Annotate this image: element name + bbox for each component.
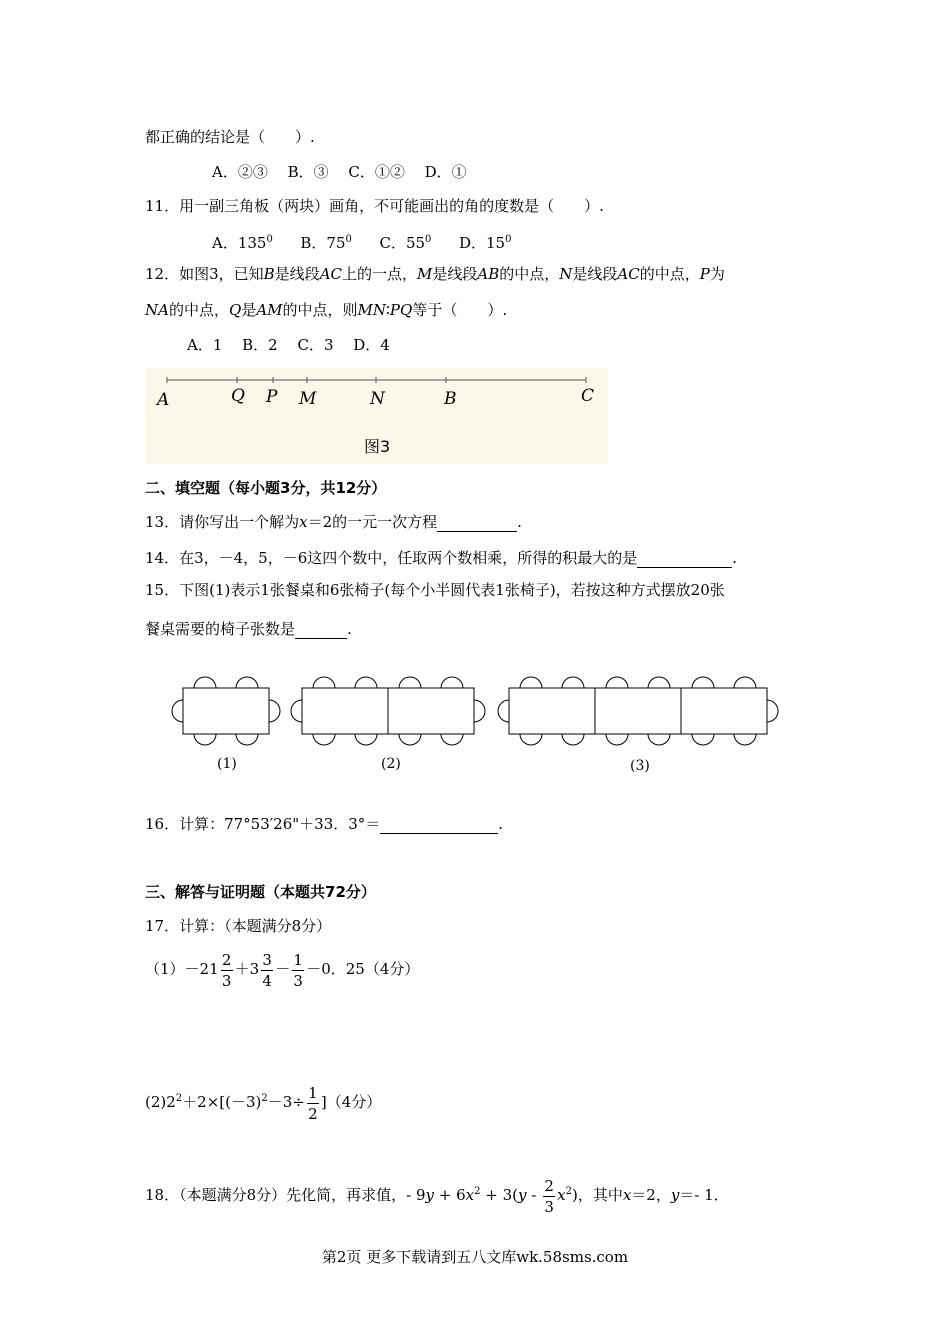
q11-option-d: D．$15^0$ bbox=[458, 234, 512, 252]
q10-options: A．②③ B．③ C．①② D．① bbox=[212, 163, 467, 181]
q11-option-c: C．$55^0$ bbox=[379, 234, 432, 252]
fraction-1-3: $\frac{1}{3}$ bbox=[293, 950, 303, 990]
q16-answer-blank[interactable] bbox=[380, 817, 498, 834]
fraction-3-4: $\frac{3}{4}$ bbox=[262, 950, 272, 990]
page-footer: 第2页 更多下载请到五八文库wk.58sms.com bbox=[321, 1248, 629, 1266]
q15-line2: 餐桌需要的椅子张数是 . bbox=[145, 620, 352, 638]
q12-options: A．1 B．2 C．3 D．4 bbox=[187, 336, 390, 354]
point-q-label: Q bbox=[231, 386, 245, 406]
q11-option-a: A．$135^0$ bbox=[212, 234, 273, 252]
point-p-label: P bbox=[266, 387, 278, 407]
q14-answer-blank[interactable] bbox=[637, 551, 732, 568]
q17-part2: $(2)2^2+2\times[(-3)^2-3\div$ $\frac{1}{2}$ ]（4分） bbox=[145, 1083, 382, 1123]
fraction-1-2: $\frac{1}{2}$ bbox=[308, 1083, 318, 1123]
figure-3-segment bbox=[145, 368, 608, 464]
q17-stem: 17．计算：（本题满分8分） bbox=[145, 917, 332, 935]
tables-caption-1: (1) bbox=[217, 756, 237, 772]
section-3-heading: 三、解答与证明题（本题共72分） bbox=[145, 883, 376, 901]
q15-line1: 15．下图(1)表示1张餐桌和6张椅子(每个小半圆代表1张椅子)，若按这种方式摆放20张 bbox=[145, 581, 725, 599]
q12-line1: 12．如图3，已知B是线段AC上的一点，M是线段AB的中点，N是线段AC的中点，P为 bbox=[145, 265, 725, 283]
q10-stem-tail: 都正确的结论是（ ）. bbox=[145, 128, 315, 146]
q13: 13．请你写出一个解为x＝2的一元一次方程 . bbox=[145, 513, 522, 531]
point-a-label: A bbox=[157, 390, 170, 410]
figure-3-caption: 图3 bbox=[364, 437, 391, 456]
q18: 18．（本题满分8分）先化简，再求值，- $9y + 6x^2 + 3(y$ - $\frac{2}{3}$ $x^2$)，其中x＝2，y＝- 1． bbox=[145, 1176, 729, 1216]
point-m-label: M bbox=[299, 389, 317, 409]
q14: 14．在3，－4，5，－6这四个数中，任取两个数相乘，所得的积最大的是 . bbox=[145, 549, 738, 567]
point-b-label: B bbox=[444, 389, 457, 409]
q11-option-b: B．$75^0$ bbox=[300, 234, 352, 252]
tables-caption-2: (2) bbox=[381, 756, 401, 772]
q11-stem: 11．用一副三角板（两块）画角，不可能画出的角的度数是（ ）. bbox=[145, 197, 604, 215]
point-c-label: C bbox=[581, 386, 595, 406]
tables-caption-3: (3) bbox=[630, 758, 650, 774]
fraction-2-3: $\frac{2}{3}$ bbox=[221, 950, 232, 990]
q16: 16．计算：77°53′26"＋33．3°＝ . bbox=[145, 815, 504, 833]
q13-answer-blank[interactable] bbox=[437, 515, 517, 532]
tables-drawing bbox=[170, 676, 790, 751]
q11-options bbox=[212, 230, 511, 253]
fraction-2-3-q18: $\frac{2}{3}$ bbox=[544, 1176, 554, 1216]
point-n-label: N bbox=[370, 389, 385, 409]
q17-part1: （1）－21 $\frac{2}{3}$ ＋3 $\frac{3}{4}$ － $\frac{1}{3}$ －0．25（4分） bbox=[145, 950, 420, 990]
section-2-heading: 二、填空题（每小题3分，共12分） bbox=[145, 479, 387, 497]
q15-answer-blank[interactable] bbox=[295, 622, 347, 639]
q12-line2: NA的中点，Q是AM的中点，则MN∶PQ等于（ ）. bbox=[145, 301, 508, 319]
